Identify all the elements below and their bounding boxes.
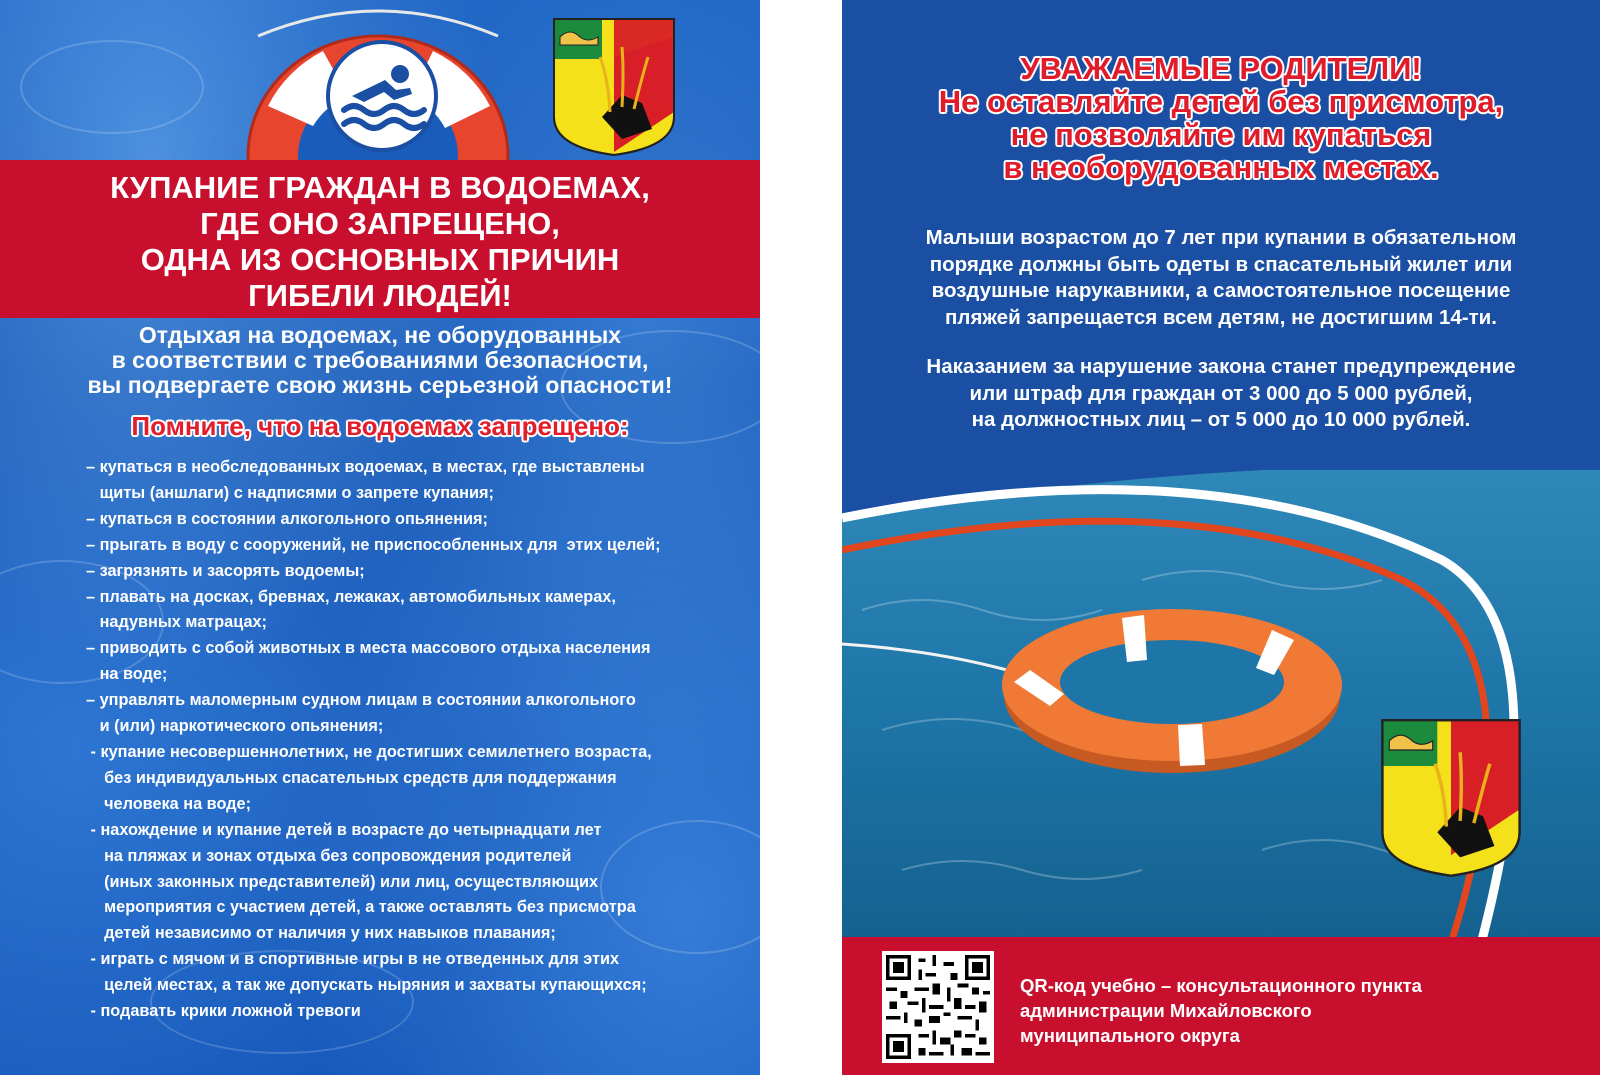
prohibitions-list bbox=[86, 455, 746, 1025]
headline-line: ОДНА ИЗ ОСНОВНЫХ ПРИЧИН bbox=[140, 242, 620, 277]
intro-line: Отдыхая на водоемах, не оборудованных bbox=[138, 322, 622, 348]
list-item: целей местах, а так же допускать ныряния и захваты купающихся; bbox=[86, 976, 647, 995]
paragraph-line: Малыши возрастом до 7 лет при купании в обязательном bbox=[925, 226, 1517, 249]
list-item: (иных законных представителей) или лиц, осуществляющих bbox=[86, 872, 599, 891]
paragraph-line: пляжей запрещается всем детям, не достигшим 14-ти. bbox=[945, 305, 1497, 329]
list-item: на воде; bbox=[86, 665, 168, 684]
list-item: без индивидуальных спасательных средств для поддержания bbox=[86, 768, 617, 787]
list-item: – управлять маломерным судном лицам в состоянии алкогольного bbox=[86, 691, 636, 710]
lifebuoy-icon bbox=[1002, 609, 1342, 773]
prohibitions-heading: Помните, что на водоемах запрещено: bbox=[131, 411, 629, 441]
list-item: – приводить с собой животных в места массового отдыха населения bbox=[86, 639, 651, 658]
penalty-paragraph bbox=[862, 354, 1580, 434]
qr-code-icon[interactable] bbox=[882, 951, 994, 1063]
list-item: – плавать на досках, бревнах, лежаках, автомобильных камерах, bbox=[86, 587, 616, 606]
right-poster bbox=[842, 0, 1600, 1075]
intro-text bbox=[60, 323, 700, 398]
paragraph-line: порядке должны быть одеты в спасательный жилет или bbox=[929, 252, 1513, 276]
qr-caption-line: администрации Михайловского bbox=[1020, 1000, 1312, 1021]
list-item: - нахождение и купание детей в возрасте до четырнадцати лет bbox=[86, 820, 602, 839]
headline-line: КУПАНИЕ ГРАЖДАН В ВОДОЕМАХ, bbox=[110, 170, 650, 205]
list-item: детей независимо от наличия у них навыков плавания; bbox=[86, 924, 556, 943]
water-ripple-decoration bbox=[20, 40, 204, 134]
list-item: - купание несовершеннолетних, не достигших семилетнего возраста, bbox=[86, 742, 652, 761]
paragraph-line: Наказанием за нарушение закона станет предупреждение bbox=[926, 355, 1516, 378]
parents-notice-title bbox=[842, 52, 1600, 184]
headline-title bbox=[0, 170, 760, 314]
notice-line: УВАЖАЕМЫЕ РОДИТЕЛИ! bbox=[1020, 51, 1422, 86]
list-item: – загрязнять и засорять водоемы; bbox=[86, 561, 365, 580]
list-item: – прыгать в воду с сооружений, не приспособленных для этих целей; bbox=[86, 535, 661, 554]
list-item: – купаться в состоянии алкогольного опьянения; bbox=[86, 509, 488, 528]
headline-line: ГИБЕЛИ ЛЮДЕЙ! bbox=[248, 278, 512, 313]
list-item: - играть с мячом и в спортивные игры в не отведенных для этих bbox=[86, 950, 620, 969]
list-item: на пляжах и зонах отдыха без сопровождения родителей bbox=[86, 846, 572, 865]
list-item: и (или) наркотического опьянения; bbox=[86, 717, 384, 736]
swimmer-icon bbox=[326, 40, 438, 152]
notice-line: Не оставляйте детей без присмотра, bbox=[938, 84, 1504, 119]
coat-of-arms-icon bbox=[552, 17, 676, 157]
list-item: человека на воде; bbox=[86, 794, 251, 813]
qr-caption-line: муниципального округа bbox=[1020, 1025, 1240, 1046]
paragraph-line: или штраф для граждан от 3 000 до 5 000 рублей, bbox=[969, 381, 1473, 405]
paragraph-line: воздушные нарукавники, а самостоятельное посещение bbox=[931, 279, 1511, 302]
left-poster bbox=[0, 0, 760, 1075]
list-item: надувных матрацах; bbox=[86, 613, 267, 632]
list-item: щиты (аншлаги) с надписями о запрете купания; bbox=[86, 483, 494, 502]
intro-line: вы подвергаете свою жизнь серьезной опасности! bbox=[87, 372, 673, 398]
notice-line: не позволяйте им купаться bbox=[1010, 117, 1432, 152]
notice-line: в необорудованных местах. bbox=[1003, 150, 1439, 185]
qr-caption bbox=[1020, 973, 1580, 1048]
paragraph-line: на должностных лиц – от 5 000 до 10 000 рублей. bbox=[971, 408, 1471, 431]
qr-footer bbox=[842, 937, 1600, 1075]
intro-line: в соответствии с требованиями безопасности, bbox=[111, 347, 649, 373]
headline-line: ГДЕ ОНО ЗАПРЕЩЕНО, bbox=[200, 206, 560, 241]
list-item: - подавать крики ложной тревоги bbox=[86, 1002, 361, 1021]
list-item: – купаться в необследованных водоемах, в местах, где выставлены bbox=[86, 458, 645, 476]
qr-caption-line: QR-код учебно – консультационного пункта bbox=[1020, 975, 1422, 996]
coat-of-arms-icon bbox=[1380, 718, 1522, 878]
headline-banner bbox=[0, 160, 760, 318]
children-safety-paragraph bbox=[862, 225, 1580, 331]
list-item: мероприятия с участием детей, а также оставлять без присмотра bbox=[86, 898, 636, 917]
